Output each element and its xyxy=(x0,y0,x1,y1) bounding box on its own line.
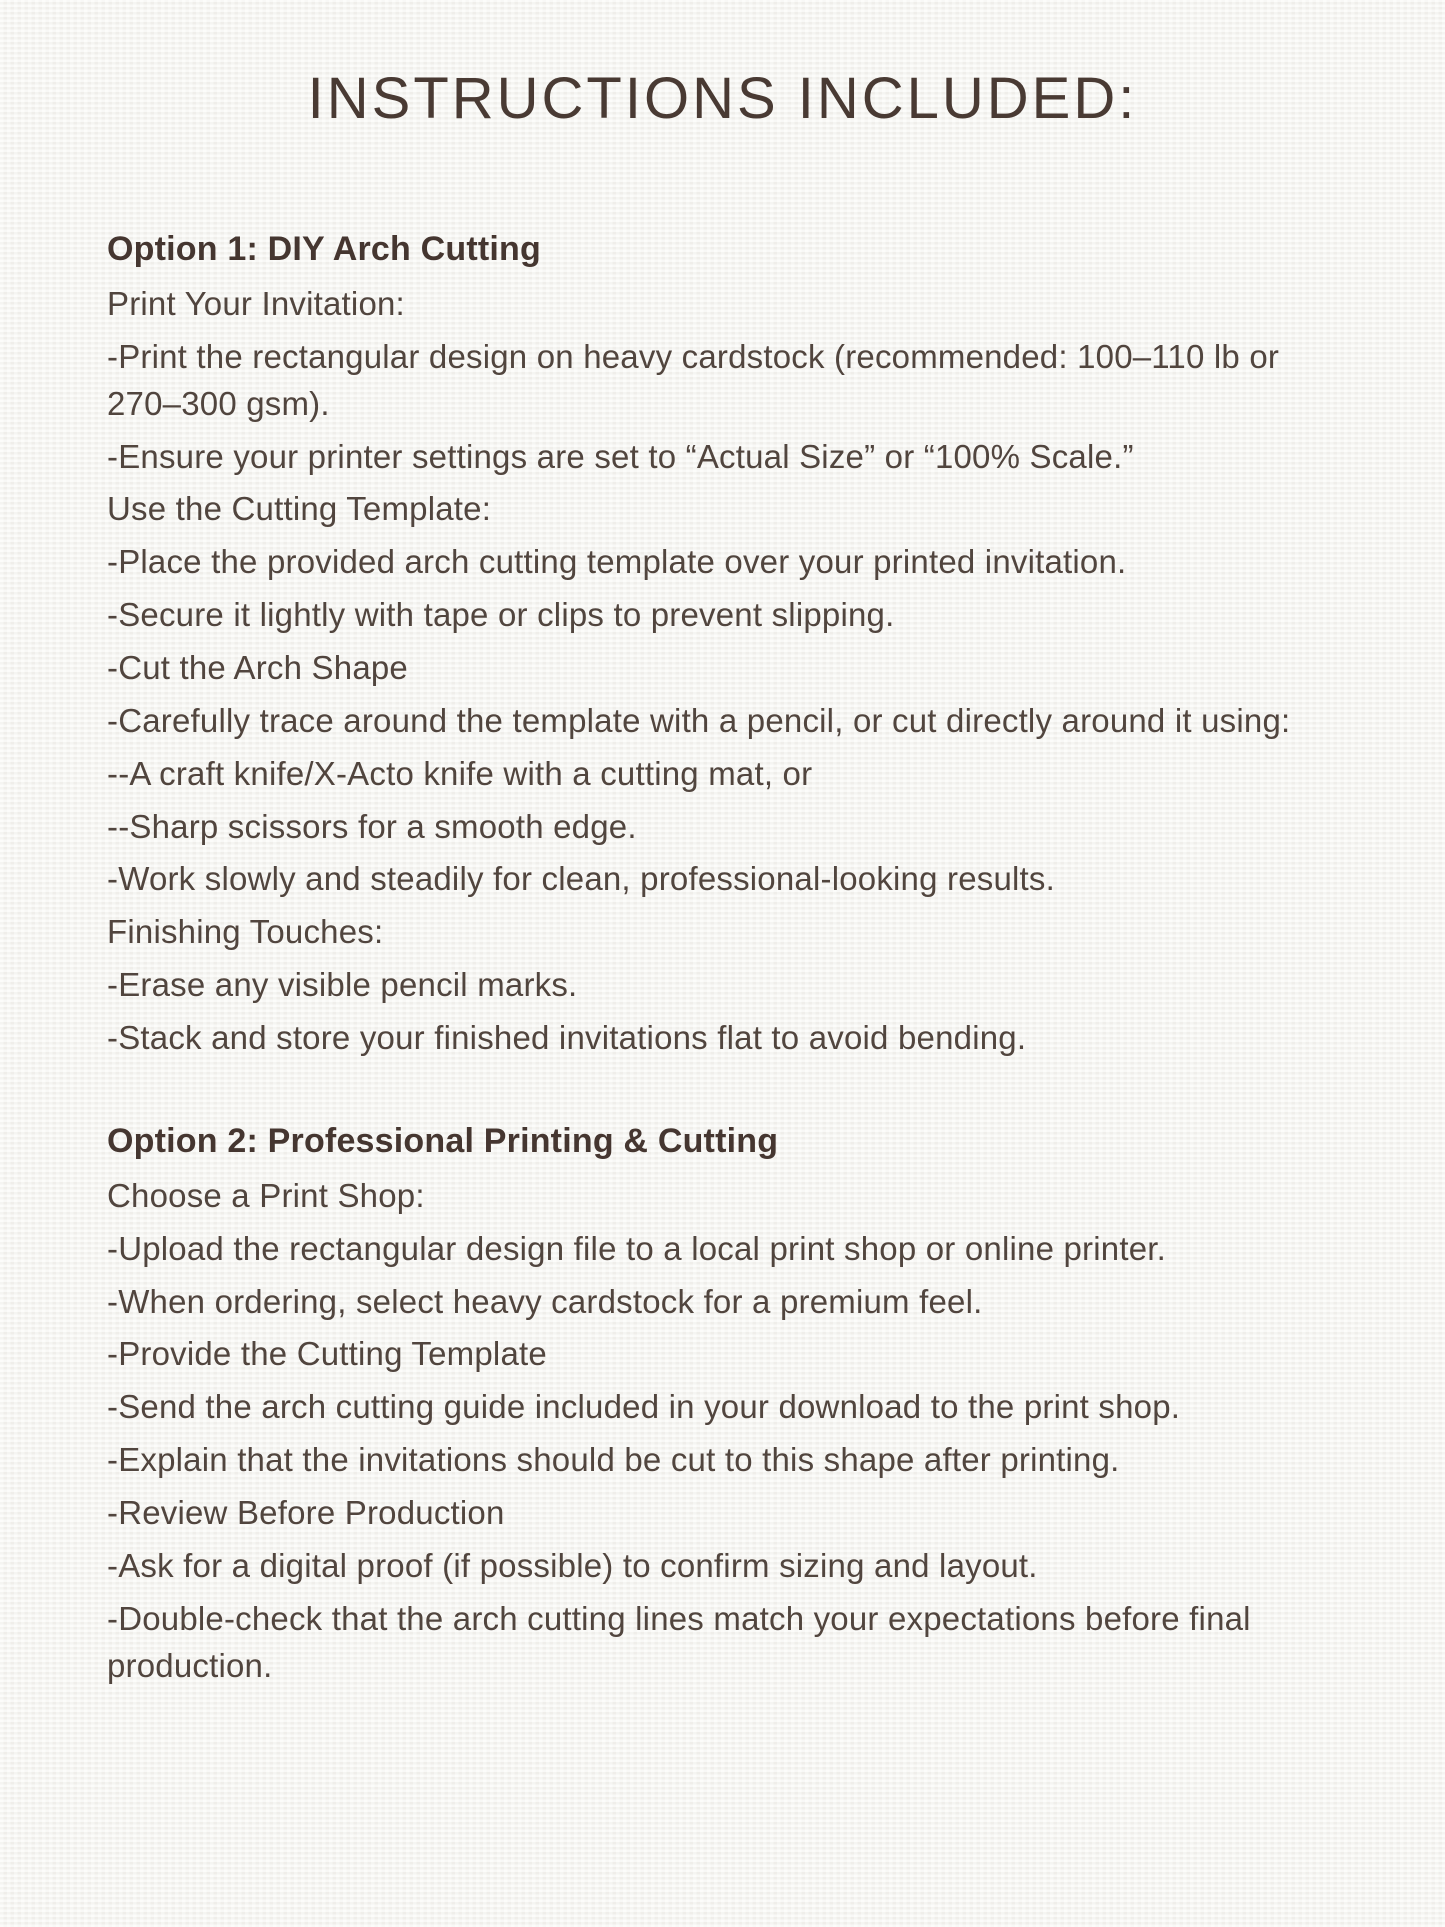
instruction-line: --Sharp scissors for a smooth edge. xyxy=(107,807,637,845)
instruction-line: -Print the rectangular design on heavy cardstock (recommended: 100–110 lb or 270–300 gsm). xyxy=(107,337,1280,422)
instruction-line: -Cut the Arch Shape xyxy=(107,649,408,687)
instruction-line: -Ensure your printer settings are set to “Actual Size” or “100% Scale.” xyxy=(107,437,1134,475)
section-2-heading: Option 2: Professional Printing & Cutting xyxy=(107,1121,779,1160)
instruction-line: -Provide the Cutting Template xyxy=(107,1335,547,1373)
section-option-2 xyxy=(107,1122,1338,1690)
instruction-line: -Double-check that the arch cutting lines match your expectations before final production. xyxy=(107,1599,1251,1684)
section-1-heading: Option 1: DIY Arch Cutting xyxy=(107,230,541,268)
instruction-line: -Ask for a digital proof (if possible) to confirm sizing and layout. xyxy=(107,1546,1038,1584)
instruction-line: Use the Cutting Template: xyxy=(107,490,492,528)
instruction-line: -Explain that the invitations should be cut to this shape after printing. xyxy=(107,1441,1120,1479)
instruction-line: -Place the provided arch cutting template over your printed invitation. xyxy=(107,543,1127,581)
instruction-line: -Review Before Production xyxy=(107,1494,505,1532)
instruction-line: -Upload the rectangular design file to a local print shop or online printer. xyxy=(107,1229,1166,1267)
instruction-line: -Erase any visible pencil marks. xyxy=(107,966,578,1004)
instruction-line: Finishing Touches: xyxy=(107,913,384,951)
page-title: INSTRUCTIONS INCLUDED: xyxy=(307,66,1138,131)
instruction-line: --A craft knife/X-Acto knife with a cutting mat, or xyxy=(107,754,813,792)
instruction-line: -Carefully trace around the template with a pencil, or cut directly around it using: xyxy=(107,701,1291,739)
instruction-line: -Work slowly and steadily for clean, professional-looking results. xyxy=(107,860,1055,898)
instruction-line: -Stack and store your finished invitations flat to avoid bending. xyxy=(107,1019,1027,1057)
instruction-line: -Secure it lightly with tape or clips to prevent slipping. xyxy=(107,596,895,634)
instruction-line: -Send the arch cutting guide included in your download to the print shop. xyxy=(107,1388,1181,1426)
instruction-line: Choose a Print Shop: xyxy=(107,1176,425,1214)
instruction-line: -When ordering, select heavy cardstock for a premium feel. xyxy=(107,1282,983,1320)
section-option-1 xyxy=(107,230,1338,1062)
instruction-line: Print Your Invitation: xyxy=(107,285,405,322)
